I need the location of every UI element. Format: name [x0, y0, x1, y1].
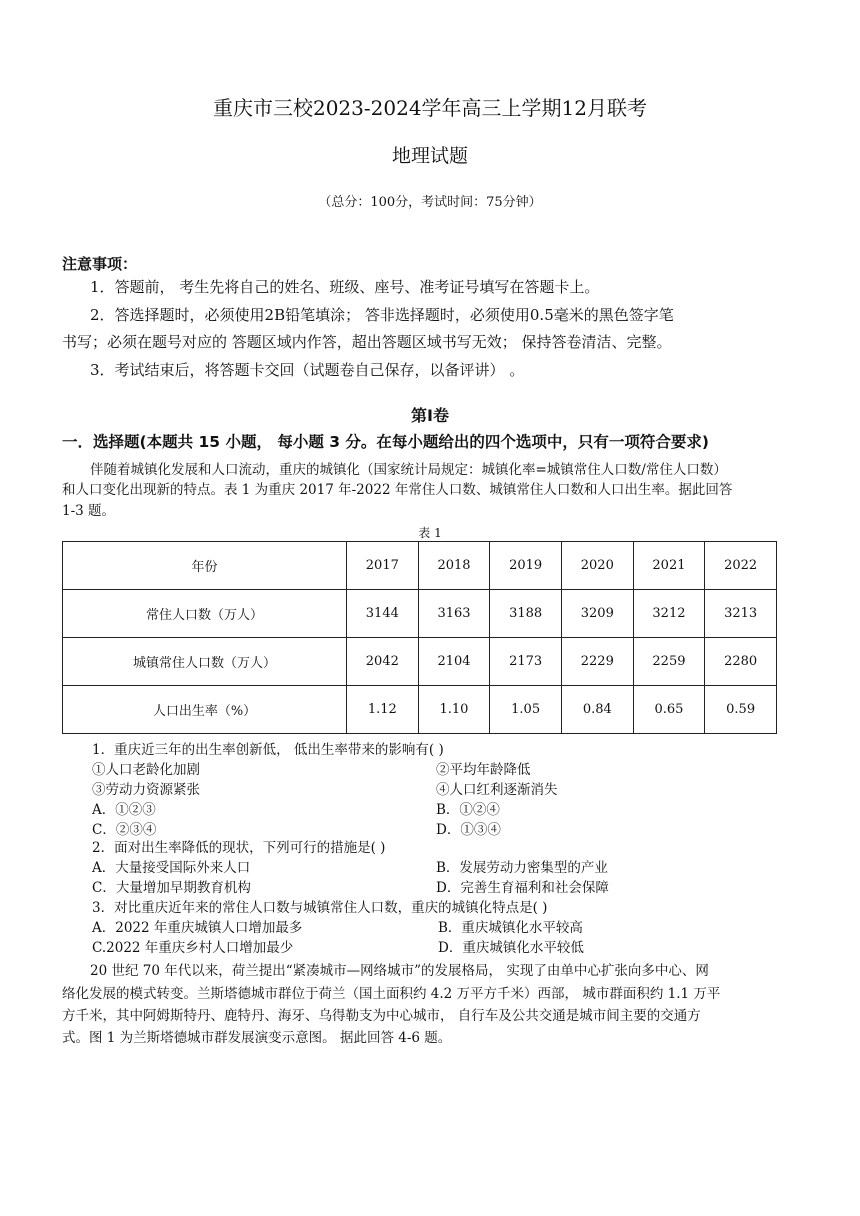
question-1-option-a[interactable]: A．①②③: [92, 802, 156, 818]
question-2-option-d[interactable]: D．完善生育福利和社会保障: [436, 880, 609, 896]
table-cell: 2173: [490, 638, 562, 686]
table-header-row: [63, 542, 777, 590]
table-cell: 3144: [347, 590, 419, 638]
table-cell: 3209: [561, 590, 633, 638]
question-2-option-a[interactable]: A．大量接受国际外来人口: [92, 860, 251, 876]
table-cell: 0.59: [705, 686, 777, 734]
table-cell: 2280: [705, 638, 777, 686]
table-cell: 3213: [705, 590, 777, 638]
volume-heading: 第Ⅰ卷: [411, 406, 449, 425]
table-cell: 2259: [633, 638, 705, 686]
notice-heading: 注意事项：: [62, 255, 138, 273]
notice-item-3: 3．考试结束后，将答题卡交回（试题卷自己保存，以备评讲） 。: [90, 361, 525, 379]
question-1-statement-4: ④人口红利逐渐消失: [436, 782, 558, 798]
table-caption: 表 1: [418, 526, 442, 540]
question-2-option-c[interactable]: C．大量增加早期教育机构: [92, 880, 251, 896]
table-cell: 0.65: [633, 686, 705, 734]
table-row: [63, 590, 777, 638]
question-3-option-a[interactable]: A．2022 年重庆城镇人口增加最多: [92, 920, 303, 936]
table-cell: 1.10: [418, 686, 490, 734]
table-cell: 1.12: [347, 686, 419, 734]
intro1-line-2: 和人口变化出现新的特点。表 1 为重庆 2017 年-2022 年常住人口数、城镇常住人口数和人口出生率。据此回答: [62, 482, 733, 498]
question-1-option-b[interactable]: B．①②④: [436, 802, 500, 818]
table-header-cell: 2021: [633, 542, 705, 590]
notice-item-2-line-1: 2．答选择题时，必须使用2B铅笔填涂； 答非选择题时，必须使用0.5毫米的黑色签字笔: [90, 306, 674, 324]
exam-title: 重庆市三校2023-2024学年高三上学期12月联考: [212, 96, 647, 120]
table-cell: 0.84: [561, 686, 633, 734]
question-3-stem: 3．对比重庆近年来的常住人口数与城镇常住人口数，重庆的城镇化特点是( ): [92, 900, 548, 916]
intro2-line-4: 式。图 1 为兰斯塔德城市群发展演变示意图。 据此回答 4-6 题。: [62, 1030, 452, 1046]
table-row: [63, 686, 777, 734]
question-1-statement-3: ③劳动力资源紧张: [92, 782, 200, 798]
table-cell: 3212: [633, 590, 705, 638]
table-header-cell: 2022: [705, 542, 777, 590]
question-3-option-b[interactable]: B．重庆城镇化水平较高: [438, 920, 583, 936]
table-header-cell: 2017: [347, 542, 419, 590]
question-2-stem: 2．面对出生率降低的现状，下列可行的措施是( ): [92, 840, 386, 856]
notice-item-2-line-2: 书写；必须在题号对应的 答题区域内作答，超出答题区域书写无效； 保持答卷清洁、完整。: [62, 333, 672, 351]
table-header-cell: 年份: [63, 542, 347, 590]
intro2-line-2: 络化发展的模式转变。兰斯塔德城市群位于荷兰（国土面积约 4.2 万平方千米）西部， 城市群面积约 1.1 万平: [62, 986, 721, 1002]
question-1-statement-1: ①人口老龄化加剧: [92, 762, 200, 778]
question-3-option-d[interactable]: D．重庆城镇化水平较低: [438, 940, 584, 956]
table-cell: 1.05: [490, 686, 562, 734]
question-1-stem: 1．重庆近三年的出生率创新低， 低出生率带来的影响有( ): [92, 742, 444, 758]
question-1-statement-2: ②平均年龄降低: [436, 762, 531, 778]
table-header-cell: 2019: [490, 542, 562, 590]
table-cell: 人口出生率（%）: [63, 686, 347, 734]
question-1-option-c[interactable]: C．②③④: [92, 822, 157, 838]
table-row: [63, 638, 777, 686]
intro1-line-1: 伴随着城镇化发展和人口流动，重庆的城镇化（国家统计局规定：城镇化率=城镇常住人口数/常住人口数）: [90, 462, 727, 478]
intro2-line-1: 20 世纪 70 年代以来，荷兰提出“紧凑城市—网络城市”的发展格局， 实现了由单中心扩张向多中心、网: [90, 963, 709, 979]
table-header-cell: 2018: [418, 542, 490, 590]
exam-subtitle: 地理试题: [391, 145, 468, 167]
population-table: [62, 541, 777, 734]
question-3-option-c[interactable]: C.2022 年重庆乡村人口增加最少: [92, 940, 294, 956]
intro2-line-3: 方千米，其中阿姆斯特丹、鹿特丹、海牙、乌得勒支为中心城市， 自行车及公共交通是城市间主要的交通方: [62, 1008, 701, 1024]
table-cell: 2042: [347, 638, 419, 686]
section-heading: 一．选择题(本题共 15 小题， 每小题 3 分。在每小题给出的四个选项中，只有一项符合要求): [62, 433, 710, 451]
intro1-line-3: 1-3 题。: [62, 503, 116, 519]
table-cell: 2104: [418, 638, 490, 686]
table-cell: 2229: [561, 638, 633, 686]
table-cell: 3163: [418, 590, 490, 638]
table-header-cell: 2020: [561, 542, 633, 590]
notice-item-1: 1．答题前， 考生先将自己的姓名、班级、座号、准考证号填写在答题卡上。: [90, 278, 600, 296]
table-cell: 常住人口数（万人）: [63, 590, 347, 638]
score-info: （总分：100分，考试时间：75分钟）: [318, 195, 542, 210]
question-1-option-d[interactable]: D．①③④: [436, 822, 501, 838]
question-2-option-b[interactable]: B．发展劳动力密集型的产业: [436, 860, 608, 876]
table-cell: 城镇常住人口数（万人）: [63, 638, 347, 686]
table-cell: 3188: [490, 590, 562, 638]
